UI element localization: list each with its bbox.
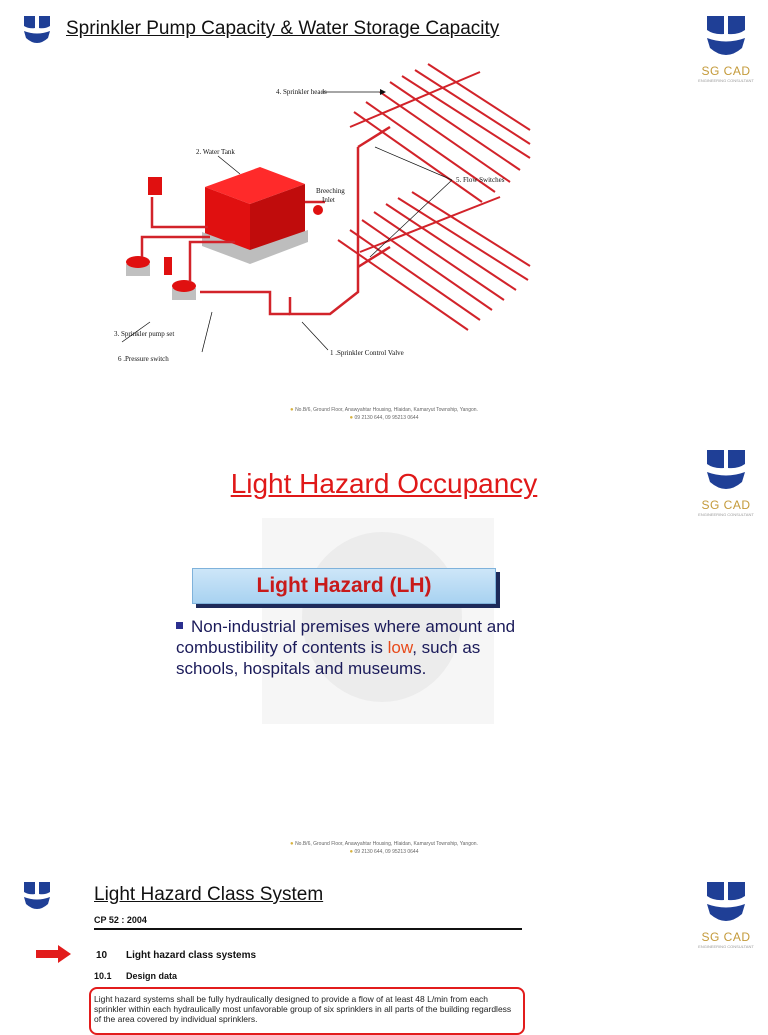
brand-name: SG CAD [701,930,751,944]
brand-name: SG CAD [701,498,751,512]
desc-part-2: , such as schools, hospitals and museums. [176,638,481,678]
section-number: 10 [96,950,108,961]
section-title: Light hazard class systems [126,950,257,961]
standard-reference: CP 52 : 2004 [94,915,147,925]
breeching-inlet [313,205,323,215]
brand-block [694,448,758,517]
slide-light-hazard [0,440,768,870]
design-data-paragraph: Light hazard systems shall be fully hydraulically designed to provide a flow of at least 48 L/min from each sprinkler within each hydraulically most unfavorable group of six sprinklers in all parts of the building regardless of the area covered by individual sprinklers. [94,994,512,1024]
label-inlet: Inlet [322,196,335,204]
brand-tagline: ENGINEERING CONSULTANT [698,944,754,949]
brand-block [694,880,758,949]
slide-light-hazard-class [0,870,768,1024]
label-pump-set: 3. Sprinkler pump set [114,330,175,338]
light-hazard-banner [192,568,496,604]
brand-logo-icon [704,880,748,928]
slide-title: Light Hazard Occupancy [230,468,538,499]
slide-title: Sprinkler Pump Capacity & Water Storage Capacity [66,18,500,39]
label-control-valve: 1 .Sprinkler Control Valve [330,349,404,357]
brand-tagline: ENGINEERING CONSULTANT [698,512,754,517]
subsection-title: Design data [126,971,178,981]
brand-logo-icon [704,448,748,496]
footer-address: No.B/6, Ground Floor, Anawyahtar Housing, Hlaidan, Kamaryut Township, Yangon. [295,407,478,413]
slide-sprinkler-capacity [0,0,768,440]
sprinkler-system-diagram [90,52,535,377]
slide-footer: ● No.B/6, Ground Floor, Anawyahtar Housing, Hlaidan, Kamaryut Township, Yangon. ● 09 2130 644, 09 95213 0644 [290,407,478,421]
label-water-tank: 2. Water Tank [196,148,235,156]
water-tank [202,167,308,264]
slide-title: Light Hazard Class System [94,884,324,905]
label-pressure-switch: 6 .Pressure switch [118,355,169,363]
company-logo-icon [22,14,52,48]
alarm-cabinet [148,177,162,195]
footer-phone: 09 2130 644, 09 95213 0644 [354,849,419,855]
divider [94,928,522,930]
label-breeching: Breeching [316,187,345,195]
brand-name: SG CAD [701,64,751,78]
footer-address: No.B/6, Ground Floor, Anawyahtar Housing, Hlaidan, Kamaryut Township, Yangon. [295,841,478,847]
banner-text: Light Hazard (LH) [256,574,432,597]
label-flow-switches: 5. Flow Switches [456,176,505,184]
brand-tagline: ENGINEERING CONSULTANT [698,78,754,83]
slide-footer: ● No.B/6, Ground Floor, Anawyahtar Housing, Hlaidan, Kamaryut Township, Yangon. ● 09 2130 644, 09 95213 0644 [290,841,478,855]
subsection-number: 10.1 [94,971,112,981]
brand-block [694,14,758,83]
footer-phone: 09 2130 644, 09 95213 0644 [354,415,419,421]
desc-highlight: low [387,638,413,657]
bullet-icon [176,622,183,629]
pump-set [126,256,196,300]
brand-logo-icon [704,14,748,62]
desc-part-1: Non-industrial premises where amount and combustibility of contents is [176,617,516,657]
label-sprinkler-heads: 4. Sprinkler heads [276,88,327,96]
light-hazard-description [176,616,536,679]
company-logo-icon [22,880,52,914]
